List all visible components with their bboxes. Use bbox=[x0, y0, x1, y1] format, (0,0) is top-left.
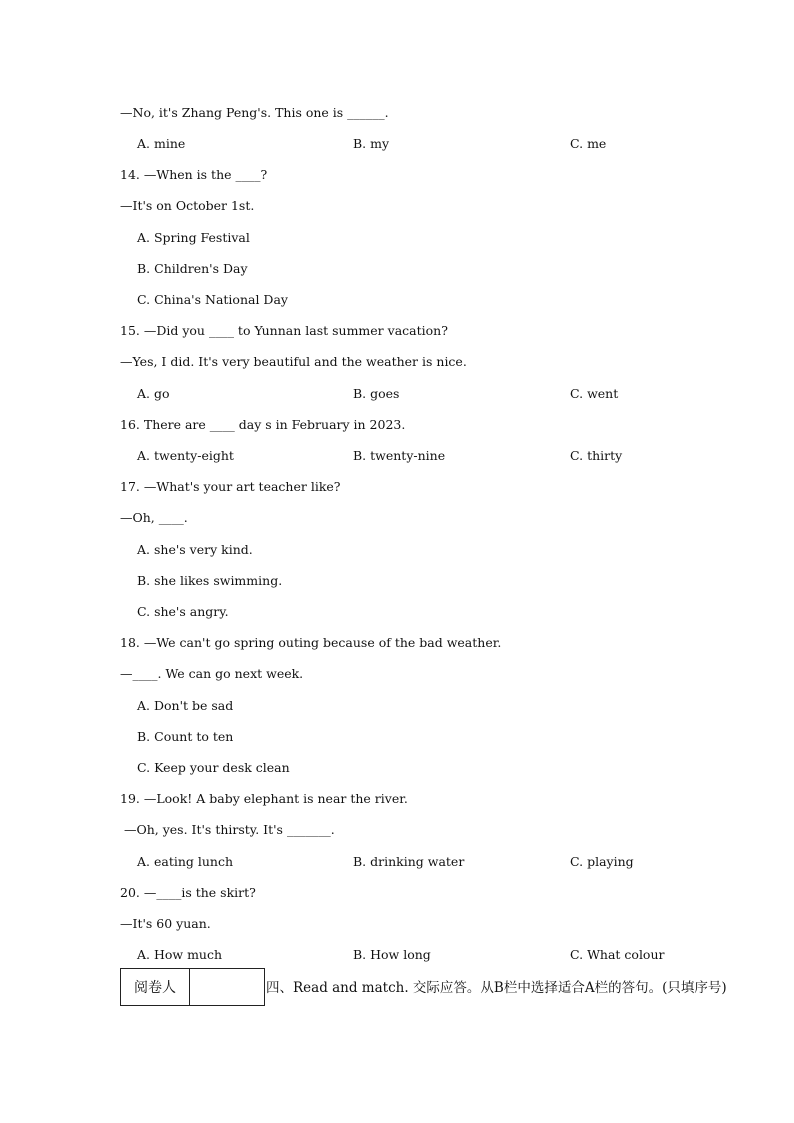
q13-answer: —No, it's Zhang Peng's. This one is ______. bbox=[120, 105, 389, 120]
q14-option-b: B. Children's Day bbox=[137, 261, 248, 276]
grader-table bbox=[120, 968, 265, 1006]
q15-question: 15. —Did you ____ to Yunnan last summer vacation? bbox=[120, 323, 448, 338]
q13-option-a: A. mine bbox=[137, 136, 186, 151]
q20-option-c: C. What colour bbox=[570, 947, 665, 962]
q13-option-b: B. my bbox=[353, 136, 390, 151]
q18-option-a: A. Don't be sad bbox=[137, 698, 234, 713]
grader-score-cell bbox=[190, 969, 264, 1005]
q19-option-b: B. drinking water bbox=[353, 854, 465, 869]
q17-question: 17. —What's your art teacher like? bbox=[120, 479, 341, 494]
q15-answer: —Yes, I did. It's very beautiful and the weather is nice. bbox=[120, 354, 467, 369]
q16-option-b: B. twenty-nine bbox=[353, 448, 446, 463]
q19-question: 19. —Look! A baby elephant is near the river. bbox=[120, 791, 408, 806]
q20-option-b: B. How long bbox=[353, 947, 431, 962]
q17-option-a: A. she's very kind. bbox=[137, 542, 253, 557]
q15-option-a: A. go bbox=[137, 386, 170, 401]
grader-label: 阅卷人 bbox=[121, 969, 190, 1005]
q13-option-c: C. me bbox=[570, 136, 607, 151]
q14-answer: —It's on October 1st. bbox=[120, 198, 255, 213]
q18-option-b: B. Count to ten bbox=[137, 729, 234, 744]
q17-option-b: B. she likes swimming. bbox=[137, 573, 283, 588]
q17-answer: —Oh, ____. bbox=[120, 510, 188, 525]
q15-option-c: C. went bbox=[570, 386, 619, 401]
q16-option-c: C. thirty bbox=[570, 448, 623, 463]
q19-option-a: A. eating lunch bbox=[137, 854, 234, 869]
q14-option-a: A. Spring Festival bbox=[137, 230, 250, 245]
q18-option-c: C. Keep your desk clean bbox=[137, 760, 290, 775]
q15-option-b: B. goes bbox=[353, 386, 400, 401]
q18-question: 18. —We can't go spring outing because of the bad weather. bbox=[120, 635, 502, 650]
q16-question: 16. There are ____ day s in February in 2023. bbox=[120, 417, 406, 432]
q14-option-c: C. China's National Day bbox=[137, 292, 288, 307]
q16-option-a: A. twenty-eight bbox=[137, 448, 234, 463]
q18-answer: —____. We can go next week. bbox=[120, 666, 304, 681]
q20-option-a: A. How much bbox=[137, 947, 223, 962]
q19-answer: —Oh, yes. It's thirsty. It's _______. bbox=[120, 822, 335, 837]
q20-question: 20. —____is the skirt? bbox=[120, 885, 256, 900]
q20-answer: —It's 60 yuan. bbox=[120, 916, 211, 931]
q19-option-c: C. playing bbox=[570, 854, 634, 869]
q17-option-c: C. she's angry. bbox=[137, 604, 229, 619]
section-4-title: 四、Read and match. 交际应答。从B栏中选择适合A栏的答句。(只填序号) bbox=[266, 980, 727, 996]
q14-question: 14. —When is the ____? bbox=[120, 167, 268, 182]
